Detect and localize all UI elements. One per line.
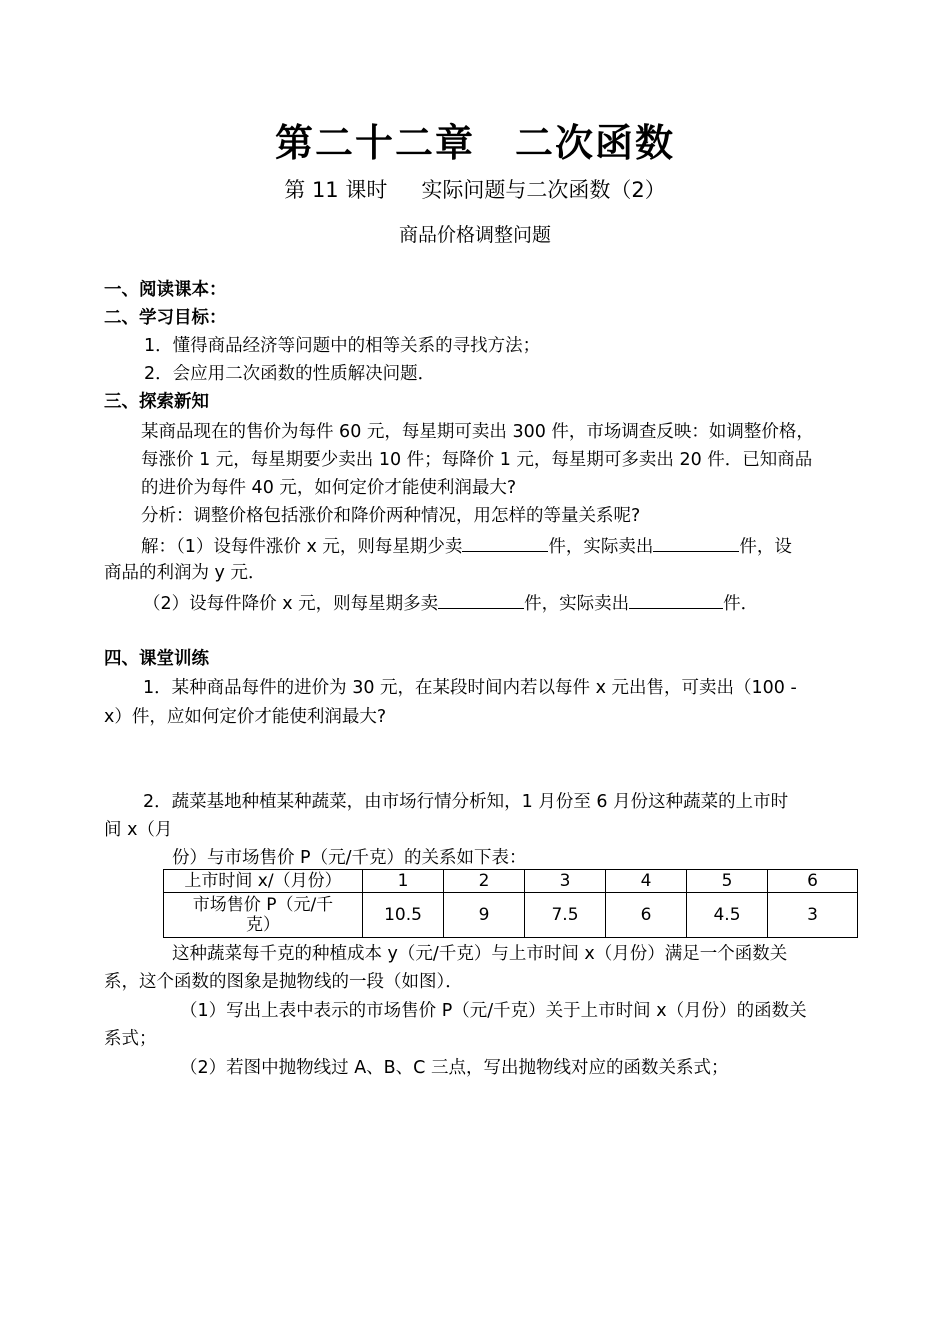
lesson-subtitle — [0, 174, 950, 204]
solution2-line — [143, 590, 758, 616]
table-cell: 3 — [525, 870, 606, 893]
question2-after-line: 系，这个函数的图象是抛物线的一段（如图）． — [104, 972, 463, 992]
analysis-line: 分析：调整价格包括涨价和降价两种情况，用怎样的等量关系呢? — [141, 506, 641, 526]
table-cell: 1 — [363, 870, 444, 893]
table-cell: 4 — [606, 870, 687, 893]
section3-heading: 三、探索新知 — [104, 392, 209, 412]
sub-heading: 商品价格调整问题 — [398, 224, 551, 246]
table-cell: 2 — [444, 870, 525, 893]
table-header-cell — [164, 893, 363, 938]
solution1-line2: 商品的利润为 y 元． — [104, 563, 266, 583]
problem-line: 每涨价 1 元，每星期要少卖出 10 件；每降价 1 元，每星期可多卖出 20 件．已知商品 — [141, 450, 813, 470]
question2-line: 份）与市场售价 P（元/千克）的关系如下表： — [172, 848, 527, 868]
question1-line: 1．某种商品每件的进价为 30 元，在某段时间内若以每件 x 元出售，可卖出（100 - — [143, 678, 797, 698]
section2-heading: 二、学习目标： — [104, 308, 227, 328]
table-cell: 4.5 — [687, 893, 768, 938]
objective-item: 1．懂得商品经济等问题中的相等关系的寻找方法； — [144, 336, 541, 356]
question2-after-line: 这种蔬菜每千克的种植成本 y（元/千克）与上市时间 x（月份）满足一个函数关 — [172, 944, 788, 964]
problem-line: 的进价为每件 40 元，如何定价才能使利润最大? — [141, 478, 517, 498]
solution2-text-c: 件． — [723, 594, 759, 614]
solution1-line — [141, 533, 792, 559]
question2-line: 间 x（月 — [104, 820, 173, 840]
objective-item: 2．会应用二次函数的性质解决问题． — [144, 364, 436, 384]
question2-sub1-line: （1）写出上表中表示的市场售价 P（元/千克）关于上市时间 x（月份）的函数关 — [180, 1001, 807, 1021]
question1-line: x）件，应如何定价才能使利润最大? — [104, 707, 387, 727]
section4-heading: 四、课堂训练 — [104, 649, 209, 669]
solution2-text-a: （2）设每件降价 x 元，则每星期多卖 — [143, 594, 439, 614]
table-cell: 6 — [768, 870, 858, 893]
table-cell: 5 — [687, 870, 768, 893]
chapter-title: 第二十二章 二次函数 — [274, 121, 675, 165]
solution1-text-a: 解：（1）设每件涨价 x 元，则每星期少卖 — [141, 537, 463, 557]
table-cell: 9 — [444, 893, 525, 938]
table-header-cell: 上市时间 x/（月份） — [164, 870, 363, 893]
table-cell: 7.5 — [525, 893, 606, 938]
row-label-line: 克） — [246, 915, 280, 935]
price-table — [163, 869, 858, 938]
section1-heading: 一、阅读课本： — [104, 280, 227, 300]
problem-line: 某商品现在的售价为每件 60 元，每星期可卖出 300 件，市场调查反映：如调整价格， — [141, 422, 814, 442]
table-row-months — [164, 870, 858, 893]
solution1-text-b: 件，实际卖出 — [548, 537, 654, 557]
question2-sub2-line: （2）若图中抛物线过 A、B、C 三点，写出抛物线对应的函数关系式； — [180, 1058, 729, 1078]
lesson-topic: 实际问题与二次函数（2） — [421, 178, 666, 202]
solution1-text-c: 件，设 — [739, 537, 792, 557]
table-row-prices — [164, 893, 858, 938]
table-cell: 3 — [768, 893, 858, 938]
answer-blank[interactable] — [653, 533, 739, 552]
table-cell: 10.5 — [363, 893, 444, 938]
lesson-number: 第 11 课时 — [284, 178, 388, 202]
question2-sub1-line: 系式； — [104, 1029, 157, 1049]
row-label-line: 市场售价 P（元/千 — [192, 895, 334, 915]
table-cell: 6 — [606, 893, 687, 938]
answer-blank[interactable] — [438, 590, 524, 609]
answer-blank[interactable] — [462, 533, 548, 552]
question2-line: 2．蔬菜基地种植某种蔬菜，由市场行情分析知，1 月份至 6 月份这种蔬菜的上市时 — [143, 792, 789, 812]
solution2-text-b: 件，实际卖出 — [524, 594, 630, 614]
answer-blank[interactable] — [629, 590, 723, 609]
